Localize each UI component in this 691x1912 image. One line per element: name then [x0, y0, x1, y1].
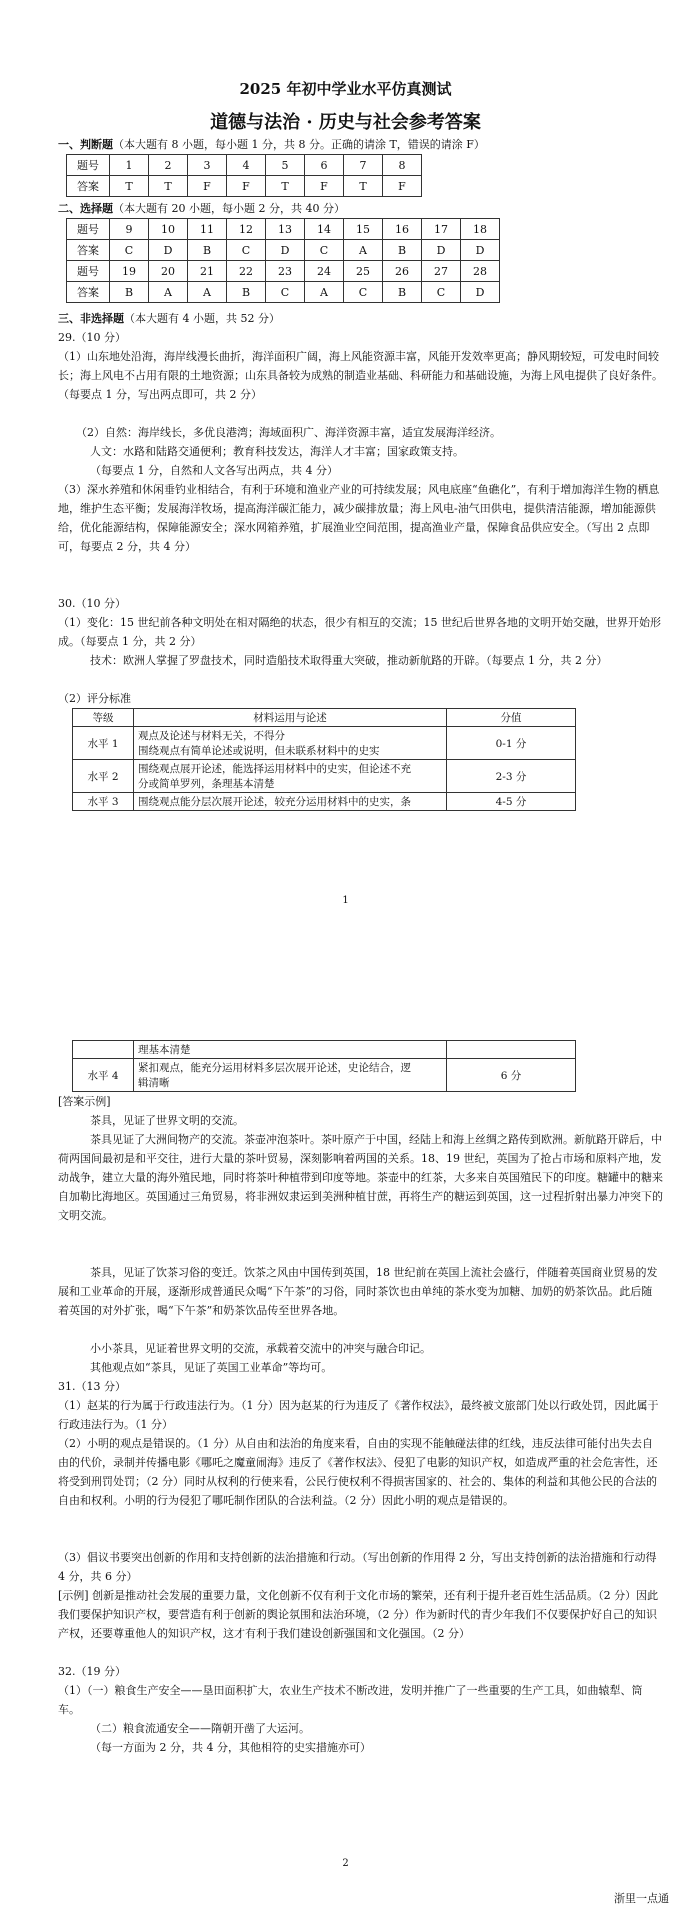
- question-number: 26: [383, 261, 422, 282]
- table-row: [73, 727, 576, 760]
- q32-part1-production: （1）（一）粮食生产安全——垦田面积扩大，农业生产技术不断改进，发明并推广了一些重要的生产工具，如曲辕犁、筒车。: [58, 1684, 643, 1716]
- answer-cell: T: [266, 176, 305, 197]
- rubric-description: [134, 1059, 447, 1092]
- answer-cell: T: [344, 176, 383, 197]
- answer-cell: F: [227, 176, 266, 197]
- section3-note: （本大题有 4 小题，共 52 分）: [124, 312, 280, 325]
- answer-cell: C: [227, 240, 266, 261]
- row-label: 题号: [67, 155, 110, 176]
- question-number: 11: [188, 219, 227, 240]
- table-row: [67, 261, 500, 282]
- table-row: [73, 1041, 576, 1059]
- question-number: 21: [188, 261, 227, 282]
- answer-example-label: [答案示例]: [58, 1095, 111, 1108]
- rubric-desc-line: 辑清晰: [138, 1077, 170, 1089]
- row-label: 答案: [67, 240, 110, 261]
- section1-note: （本大题有 8 小题，每小题 1 分，共 8 分。正确的请涂 T，错误的请涂 F）: [113, 138, 485, 151]
- question-number: 25: [344, 261, 383, 282]
- rubric-level: 水平 3: [73, 793, 134, 811]
- rubric-level-empty: [73, 1041, 134, 1059]
- page-2: [0, 1010, 691, 1912]
- question-number: 23: [266, 261, 305, 282]
- question-number: 1: [110, 155, 149, 176]
- q29-part3: （3）深水养殖和休闲垂钓业相结合，有利于环境和渔业产业的可持续发展；风电底座“鱼礁化”，有利于增加海洋生物的栖息地，维护生态平衡；发展海洋牧场，提高海洋碳汇能力，减少碳排放量；海上风电-油气田供电，提供清洁能源，增加能源供给，优化能源结构，保障能源安全；深水网箱养殖，扩展渔业空间范围，提高渔业产量，保障食品供应安全。（写出 2 点即可，每要点 2 分，共 4 分）: [58, 483, 660, 553]
- page-number: 1: [342, 895, 349, 906]
- example-other-views: 其他观点如“茶具，见证了英国工业革命”等均可。: [90, 1361, 333, 1374]
- answer-cell: C: [422, 282, 461, 303]
- rubric-level: 水平 2: [73, 760, 134, 793]
- answer-cell: T: [110, 176, 149, 197]
- q29-heading: 29.（10 分）: [58, 331, 126, 344]
- rubric-header-score: 分值: [447, 709, 576, 727]
- rubric-score: 0-1 分: [447, 727, 576, 760]
- answer-cell: A: [344, 240, 383, 261]
- rubric-description: 围绕观点能分层次展开论述，较充分运用材料中的史实，条: [134, 793, 447, 811]
- rubric-header-criteria: 材料运用与论述: [134, 709, 447, 727]
- table-row: [67, 176, 422, 197]
- answer-cell: D: [461, 240, 500, 261]
- question-number: 28: [461, 261, 500, 282]
- table-row: [73, 793, 576, 811]
- row-label: 题号: [67, 219, 110, 240]
- question-number: 7: [344, 155, 383, 176]
- answer-cell: C: [266, 282, 305, 303]
- table-row: [73, 760, 576, 793]
- rubric-level: 水平 4: [73, 1059, 134, 1092]
- table-row: [67, 219, 500, 240]
- rubric-score: 4-5 分: [447, 793, 576, 811]
- answer-cell: A: [305, 282, 344, 303]
- question-number: 13: [266, 219, 305, 240]
- rubric-desc-line: 观点及论述与材料无关，不得分: [138, 730, 285, 742]
- answer-cell: D: [149, 240, 188, 261]
- answer-cell: F: [383, 176, 422, 197]
- q30-part1-change: （1）变化：15 世纪前各种文明处在相对隔绝的状态，很少有相互的交流；15 世纪后世界各地的文明开始交融，世界开始形成。（每要点 1 分，共 2 分）: [58, 616, 661, 648]
- question-number: 22: [227, 261, 266, 282]
- q32-part1-circulation: （二）粮食流通安全——隋朝开凿了大运河。: [90, 1722, 310, 1735]
- question-number: 3: [188, 155, 227, 176]
- question-number: 24: [305, 261, 344, 282]
- answer-cell: A: [149, 282, 188, 303]
- answer-cell: B: [110, 282, 149, 303]
- section2-heading-line: [58, 200, 345, 216]
- q29-part2: （2）自然：海岸线长，多优良港湾；海域面积广、海洋资源丰富，适宜发展海洋经济。: [76, 426, 501, 439]
- table-row: [67, 240, 500, 261]
- answer-cell: D: [266, 240, 305, 261]
- question-number: 14: [305, 219, 344, 240]
- rubric-score: 2-3 分: [447, 760, 576, 793]
- section1-heading-line: [58, 136, 485, 152]
- q31-part2: （2）小明的观点是错误的。（1 分）从自由和法治的角度来看，自由的实现不能触碰法律的红线，违反法律可能付出失去自由的代价，录制并传播电影《哪吒之魔童闹海》违反了《著作权法》、侵犯了电影的知识产权，如造成严重的社会危害性，还将受到刑罚处罚；（2 分）同时从权利的行使来看，公民行使权利不得损害国家的、社会的、集体的利益和其他公民的合法的自由和权利。小明的行为侵犯了哪吒制作团队的合法利益。（2 分）因此小明的观点是错误的。: [58, 1437, 658, 1507]
- answer-cell: F: [188, 176, 227, 197]
- q30-heading: 30.（10 分）: [58, 597, 126, 610]
- question-number: 10: [149, 219, 188, 240]
- question-number: 12: [227, 219, 266, 240]
- q32-heading: 32.（19 分）: [58, 1665, 126, 1678]
- table-row: [73, 709, 576, 727]
- answer-cell: B: [188, 240, 227, 261]
- question-number: 17: [422, 219, 461, 240]
- q31-heading: 31.（13 分）: [58, 1380, 126, 1393]
- q31-example: [示例] 创新是推动社会发展的重要力量，文化创新不仅有利于文化市场的繁荣，还有利于提升老百姓生活品质。（2 分）因此我们要保护知识产权，要营造有利于创新的舆论氛围和法治环境，（2 分）作为新时代的青少年我们不仅要保护好自己的知识产权，还要尊重他人的知识产权，这才有利于我们建设创新强国和文化强国。（2 分）: [58, 1589, 659, 1640]
- rubric-description: [134, 760, 447, 793]
- answer-cell: D: [422, 240, 461, 261]
- table-row: [73, 1059, 576, 1092]
- question-number: 19: [110, 261, 149, 282]
- rubric-score: 6 分: [447, 1059, 576, 1092]
- answer-cell: T: [149, 176, 188, 197]
- q30-part2-label: （2）评分标准: [58, 692, 131, 705]
- question-number: 4: [227, 155, 266, 176]
- example-thesis: 茶具，见证了世界文明的交流。: [90, 1114, 244, 1127]
- question-number: 8: [383, 155, 422, 176]
- answer-cell: B: [227, 282, 266, 303]
- row-label: 题号: [67, 261, 110, 282]
- q29-part2-scoring: （每要点 1 分，自然和人文各写出两点，共 4 分）: [90, 464, 338, 477]
- section2-heading: 二、选择题: [58, 202, 113, 215]
- example-paragraph-1: 茶具见证了大洲间物产的交流。茶壶冲泡茶叶。茶叶原产于中国，经陆上和海上丝绸之路传到欧洲。新航路开辟后，中荷两国间最初是和平交往，进行大量的茶叶贸易，深刻影响着两国的关系。18、19 世纪，英国为了抢占市场和原料产地，发动战争，建立大量的海外殖民地，同时将茶叶种植带到印度等地。茶壶中的红茶，大多来自英国殖民下的印度。糖罐中的糖来自加勒比海地区。英国通过三角贸易，将非洲奴隶运到美洲种植甘蔗，再将生产的糖运到英国，这一过程折射出暴力冲突下的文明交流。: [58, 1133, 663, 1222]
- q30-part1-technology: 技术：欧洲人掌握了罗盘技术，同时造船技术取得重大突破，推动新航路的开辟。（每要点 1 分，共 2 分）: [90, 654, 608, 667]
- q31-part3: （3）倡议书要突出创新的作用和支持创新的法治措施和行动。（写出创新的作用得 2 分，写出支持创新的法治措施和行动得 4 分，共 6 分）: [58, 1551, 657, 1583]
- question-number: 20: [149, 261, 188, 282]
- answer-cell: D: [461, 282, 500, 303]
- choice-answer-table: [66, 218, 500, 303]
- section1-heading: 一、判断题: [58, 138, 113, 151]
- section3-heading-line: [58, 310, 280, 326]
- answer-cell: C: [344, 282, 383, 303]
- answer-cell: C: [110, 240, 149, 261]
- q31-part1: （1）赵某的行为属于行政违法行为。（1 分）因为赵某的行为违反了《著作权法》，最终被文旅部门处以行政处罚，因此属于行政违法行为。（1 分）: [58, 1399, 659, 1431]
- question-number: 9: [110, 219, 149, 240]
- question-number: 27: [422, 261, 461, 282]
- q29-part1: （1）山东地处沿海，海岸线漫长曲折，海洋面积广阔，海上风能资源丰富，风能开发效率更高；静风期较短，可发电时间较长；海上风电不占用有限的土地资源；山东具备较为成熟的制造业基础、科研能力和基础设施，为海上风电提供了良好条件。（每要点 1 分，写出两点即可，共 2 分）: [58, 350, 663, 401]
- question-number: 18: [461, 219, 500, 240]
- question-number: 2: [149, 155, 188, 176]
- answer-cell: B: [383, 282, 422, 303]
- scoring-rubric-table: [72, 708, 576, 811]
- section2-note: （本大题有 20 小题，每小题 2 分，共 40 分）: [113, 202, 345, 215]
- table-row: [67, 155, 422, 176]
- rubric-header-level: 等级: [73, 709, 134, 727]
- question-number: 15: [344, 219, 383, 240]
- question-number: 6: [305, 155, 344, 176]
- rubric-description: [134, 727, 447, 760]
- source-watermark: 浙里一点通: [614, 1892, 669, 1905]
- answer-cell: B: [383, 240, 422, 261]
- true-false-answer-table: [66, 154, 422, 197]
- answer-cell: F: [305, 176, 344, 197]
- rubric-level: 水平 1: [73, 727, 134, 760]
- section3-heading: 三、非选择题: [58, 312, 124, 325]
- rubric-score-empty: [447, 1041, 576, 1059]
- example-paragraph-2: 茶具，见证了饮茶习俗的变迁。饮茶之风由中国传到英国，18 世纪前在英国上流社会盛行，伴随着英国商业贸易的发展和工业革命的开展，逐渐形成普通民众喝“下午茶”的习俗，同时茶饮也由单纯的茶水变为加糖、加奶的奶茶饮品。此后随着英国的对外扩张，喝“下午茶”和奶茶饮品传至世界各地。: [58, 1266, 658, 1317]
- q32-part1-scoring: （每一方面为 2 分，共 4 分，其他相符的史实措施亦可）: [90, 1741, 371, 1754]
- q29-part2-humanities: 人文：水路和陆路交通便利；教育科技发达，海洋人才丰富；国家政策支持。: [90, 445, 464, 458]
- answer-key-title: 道德与法治 · 历史与社会参考答案: [210, 112, 481, 133]
- rubric-description-continued: 理基本清楚: [134, 1041, 447, 1059]
- rubric-desc-line: 围绕观点有简单论述或说明，但未联系材料中的史实: [138, 745, 380, 757]
- answer-cell: C: [305, 240, 344, 261]
- rubric-desc-line: 分或简单罗列，条理基本清楚: [138, 778, 275, 790]
- example-conclusion: 小小茶具，见证着世界文明的交流，承载着交流中的冲突与融合印记。: [90, 1342, 431, 1355]
- rubric-desc-line: 围绕观点展开论述，能选择运用材料中的史实，但论述不充: [138, 763, 411, 775]
- table-row: [67, 282, 500, 303]
- question-number: 5: [266, 155, 305, 176]
- exam-title: 2025 年初中学业水平仿真测试: [239, 80, 452, 98]
- answer-cell: A: [188, 282, 227, 303]
- row-label: 答案: [67, 176, 110, 197]
- question-number: 16: [383, 219, 422, 240]
- rubric-desc-line: 紧扣观点，能充分运用材料多层次展开论述，史论结合，逻: [138, 1062, 411, 1074]
- scoring-rubric-table-continued: [72, 1040, 576, 1092]
- page-number: 2: [342, 1858, 349, 1869]
- row-label: 答案: [67, 282, 110, 303]
